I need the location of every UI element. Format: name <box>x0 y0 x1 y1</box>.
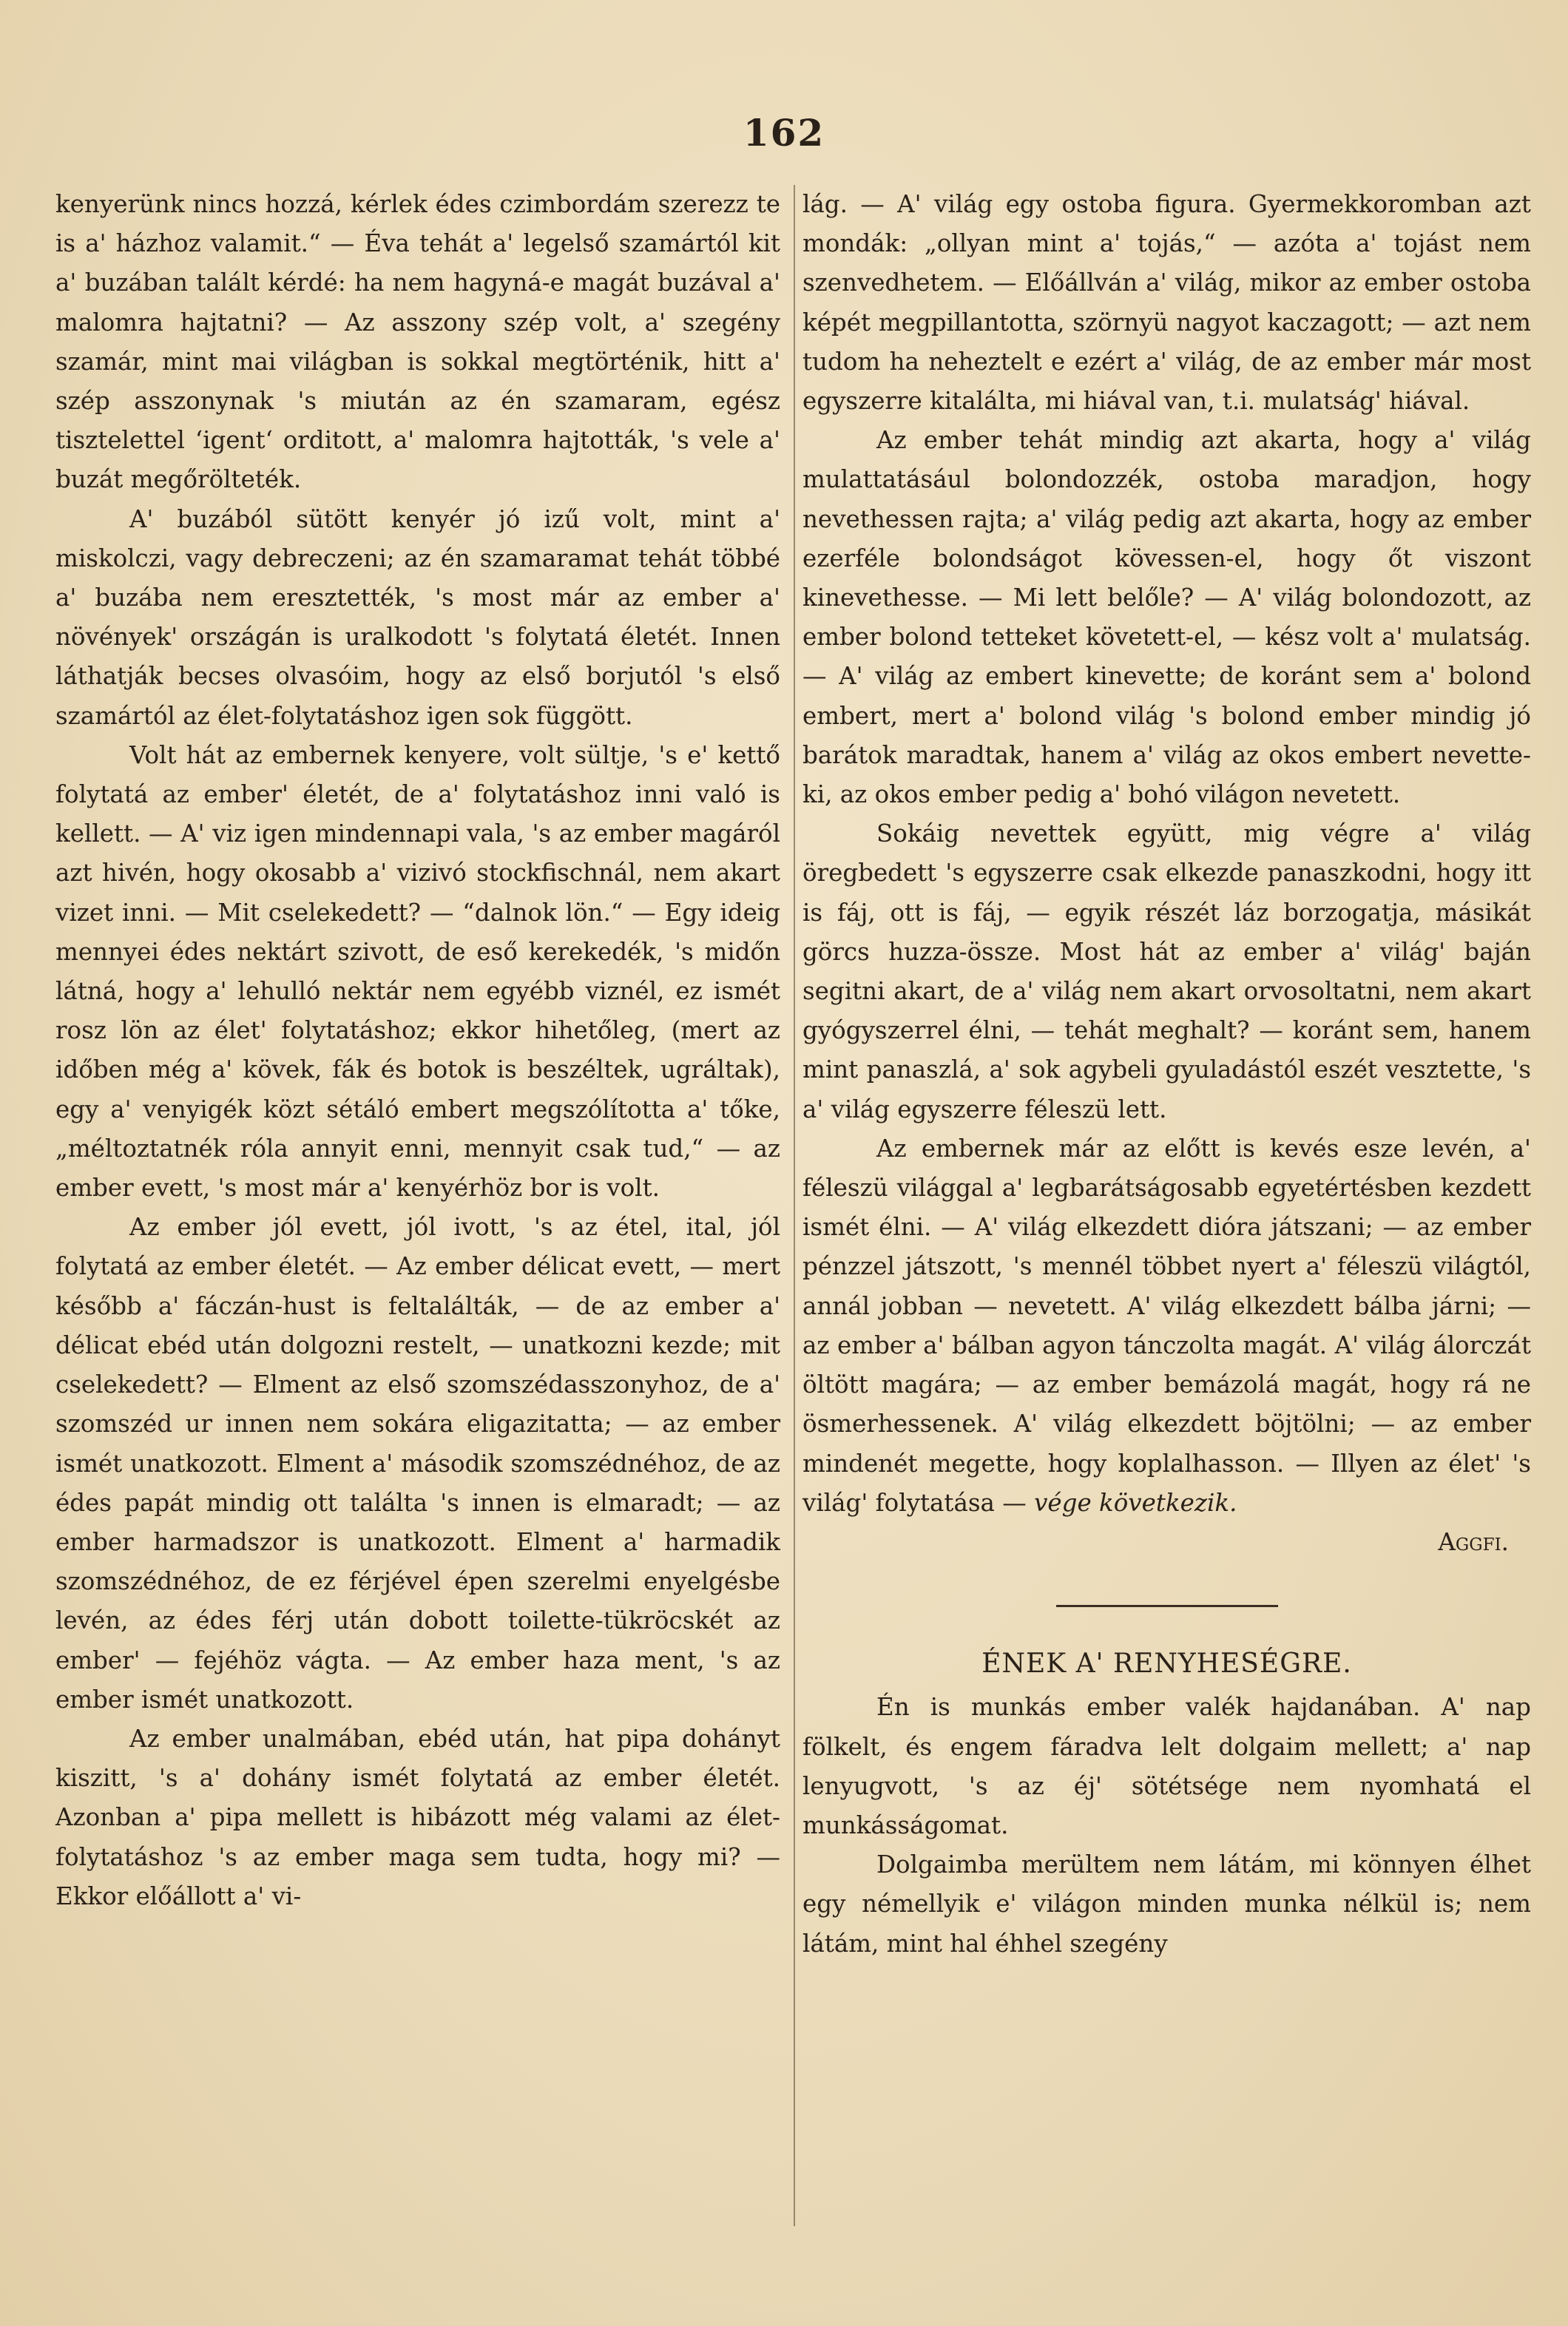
column-divider <box>794 185 795 2226</box>
closing-italic: vége következik. <box>1034 1488 1237 1517</box>
poem-title: ÉNEK A' RENYHESÉGRE. <box>981 1649 1352 1680</box>
page-number: 162 <box>743 111 825 155</box>
right-column <box>802 185 1531 1964</box>
paragraph <box>802 1129 1531 1523</box>
paragraph-text: Az embernek már az előtt is kevés esze levén, a' féleszü világgal a' legbarátságosabb egyetértésben kezdett ismét élni. — A' világ elkezdett dióra játszani; — az ember pénzzel játszott, 's mennél többet nyert a' féleszü világtól, annál jobban — nevetett. A' világ elkezdett bálba járni; — az ember a' bálban agyon tánczolta magát. A' világ álorczát öltött magára; — az ember bemázolá magát, hogy rá ne ösmerhessenek. A' világ elkezdett böjtölni; — az ember mindenét megette, hogy koplalhasson. — Illyen az élet' 's világ' folytatása — <box>802 1134 1531 1517</box>
paragraph: Én is munkás ember valék hajdanában. A' nap fölkelt, és engem fáradva lelt dolgaim mellett; a' nap lenyugvott, 's az éj' sötétsége nem nyomhatá el munkásságomat. <box>802 1693 1531 1839</box>
paragraph: Az ember jól evett, jól ivott, 's az étel, ital, jól folytatá az ember életét. — Az ember délicat evett, — mert később a' fáczán-hust is feltalálták, — de az ember a' délicat ebéd után dolgozni restelt, — unatkozni kezde; mit cselekedett? — Elment az első szomszédasszonyhoz, de a' szomszéd ur innen nem sokára eligazitatta; — az ember ismét unatkozott. Elment a' második szomszédnéhoz, de az édes papát mindig ott találta 's innen is elmaradt; — az ember harmadszor is unatkozott. Elment a' harmadik szomszédnéhoz, de ez férjével épen szerelmi enyelgésbe levén, az édes férj után dobott toilette-tükröcskét az ember' — fejéhöz vágta. — Az ember haza ment, 's az ember ismét unatkozott. <box>55 1213 780 1714</box>
paragraph: Az ember unalmában, ebéd után, hat pipa dohányt kiszitt, 's a' dohány ismét folytatá az ember életét. Azonban a' pipa mellett is hibázott még valami az élet-folytatáshoz 's az ember maga sem tudta, hogy mi? — Ekkor előállott a' vi- <box>55 1724 780 1910</box>
section-rule <box>1056 1605 1278 1607</box>
paragraph: Az ember tehát mindig azt akarta, hogy a' világ mulattatásául bolondozzék, ostoba maradjon, hogy nevethessen rajta; a' világ pedig azt akarta, hogy az ember ezerféle bolondságot kövessen-el, hogy őt viszont kinevethesse. — Mi lett belőle? — A' világ bolondozott, az ember bolond tetteket követett-el, — kész volt a' mulatság. — A' világ az embert kinevette; de koránt sem a' bolond embert, mert a' bolond világ 's bolond ember mindig jó barátok maradtak, hanem a' világ az okos embert nevette-ki, az okos ember pedig a' bohó világon nevetett. <box>802 426 1531 809</box>
paragraph: A' buzából sütött kenyér jó izű volt, mint a' miskolczi, vagy debreczeni; az én szamaramat tehát többé a' buzába nem eresztették, 's most már az ember a' növények' országán is uralkodott 's folytatá életét. Innen láthatják becses olvasóim, hogy az első borjutól 's első szamártól az élet-folytatáshoz igen sok függött. <box>55 504 780 730</box>
left-column <box>55 185 780 1916</box>
paragraph: Sokáig nevettek együtt, mig végre a' világ öregbedett 's egyszerre csak elkezde panaszkodni, hogy itt is fáj, ott is fáj, — egyik részét láz borzogatja, másikát görcs huzza-össze. Most hát az ember a' világ' baján segitni akart, de a' világ nem akart orvosoltatni, nem akart gyógyszerrel élni, — tehát meghalt? — koránt sem, hanem mint panaszlá, a' sok agybeli gyuladástól eszét vesztette, 's a' világ egyszerre féleszü lett. <box>802 819 1531 1123</box>
paragraph: Volt hát az embernek kenyere, volt sültje, 's e' kettő folytatá az ember' életét, de a' folytatáshoz inni való is kellett. — A' viz igen mindennapi vala, 's az ember magáról azt hivén, hogy okosabb a' vizivó stockfischnál, nem akart vizet inni. — Mit cselekedett? — “dalnok lön.“ — Egy ideig mennyei édes nektárt szivott, de eső kerekedék, 's midőn látná, hogy a' lehulló nektár nem egyébb viznél, ez ismét rosz lön az élet' folytatáshoz; ekkor hihetőleg, (mert az időben még a' kövek, fák és botok is beszéltek, ugráltak), egy a' venyigék közt sétáló embert megszólította a' tőke, „méltoztatnék róla annyit enni, mennyit csak tud,“ — az ember evett, 's most már a' kenyérhöz bor is volt. <box>55 740 780 1203</box>
paragraph: lág. — A' világ egy ostoba figura. Gyermekkoromban azt mondák: „ollyan mint a' tojás,“ — azóta a' tojást nem szenvedhetem. — Előállván a' világ, mikor az ember ostoba képét megpillantotta, szörnyü nagyot kaczagott; — azt nem tudom ha neheztelt e ezért a' világ, de az ember már most egyszerre kitalálta, mi hiával van, t.i. mulatság' hiával. <box>802 190 1531 416</box>
paragraph: kenyerünk nincs hozzá, kérlek édes czimbordám szerezz te is a' házhoz valamit.“ — Éva tehát a' legelső szamártól kit a' buzában talált kérdé: ha nem hagyná-e magát buzával a' malomra hajtatni? — Az asszony szép volt, a' szegény szamár, mint mai világban is sokkal megtörténik, hitt a' szép asszonynak 's miután az én szamaram, egész tisztelettel ‘igent‘ orditott, a' malomra hajtották, 's vele a' buzát megőrölteték. <box>55 190 780 494</box>
paragraph: Dolgaimba merültem nem látám, mi könnyen élhet egy némellyik e' világon minden munka nélkül is; nem látám, mint hal éhhel szegény <box>802 1850 1531 1958</box>
author-signature: Aggfi. <box>1438 1527 1509 1556</box>
